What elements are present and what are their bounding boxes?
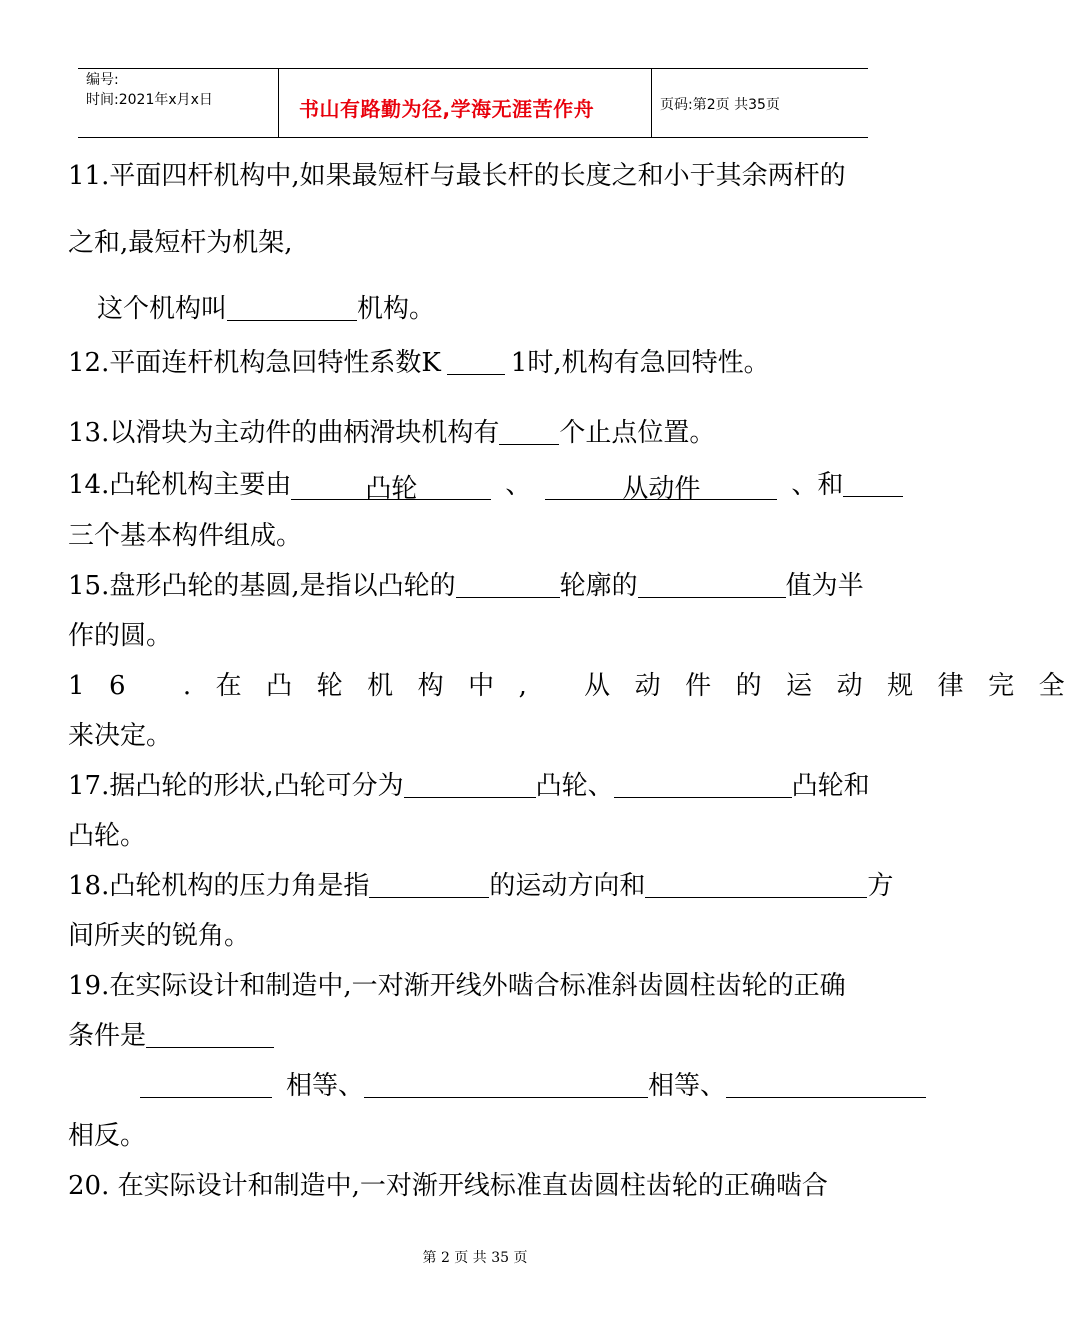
q19-line-2 (68, 1020, 274, 1052)
q19-blank-3 (364, 1071, 648, 1098)
header-page-cell (652, 69, 868, 137)
q19-line-1: 19.在实际设计和制造中,一对渐开线外啮合标准斜齿圆柱齿轮的正确 (68, 971, 846, 1001)
q19-text-3: 相等、 (648, 1071, 727, 1101)
q18-text-3: 方 (867, 871, 894, 901)
q14-answer-2: 从动件 (545, 473, 777, 500)
q17-text-1: 17.据凸轮的形状,凸轮可分为 (68, 771, 404, 801)
header-motto-cell (279, 69, 652, 137)
q14-text-3: 、和 (791, 470, 844, 500)
q14-answer-1: 凸轮 (291, 473, 491, 500)
q17-text-3: 凸轮和 (791, 771, 870, 801)
q15-blank-2 (638, 571, 786, 598)
q14-line-2: 三个基本构件组成。 (68, 521, 303, 551)
q15-line-1 (68, 570, 864, 602)
q19-blank-1 (146, 1021, 274, 1048)
q13-blank (499, 418, 559, 445)
q11-blank (227, 294, 357, 321)
q14-blank-3 (843, 470, 903, 497)
q14-line-1 (68, 469, 903, 504)
q12-text-1: 12.平面连杆机构急回特性系数K (68, 348, 441, 378)
q13-text-2: 个止点位置。 (559, 418, 716, 448)
q18-line-1 (68, 870, 893, 902)
q19-line-4: 相反。 (68, 1121, 147, 1151)
q18-blank-2 (645, 871, 867, 898)
q15-text-2: 轮廓的 (559, 571, 638, 601)
q19-blank-4 (726, 1071, 926, 1098)
q17-text-2: 凸轮、 (535, 771, 614, 801)
q17-blank-2 (614, 771, 792, 798)
q19-blank-2 (140, 1071, 272, 1098)
code-label: 编号: (86, 72, 119, 88)
q11-text-2: 机构。 (357, 294, 436, 324)
q11-line-2: 之和,最短杆为机架, (68, 228, 293, 258)
q17-blank-1 (404, 771, 536, 798)
q13-text-1: 13.以滑块为主动件的曲柄滑块机构有 (68, 418, 500, 448)
q15-text-1: 15.盘形凸轮的基圆,是指以凸轮的 (68, 571, 456, 601)
q15-line-2: 作的圆。 (68, 621, 173, 651)
q15-blank-1 (456, 571, 560, 598)
q11-line-3 (97, 293, 435, 325)
page-footer: 第 2 页 共 35 页 (422, 1250, 528, 1266)
q16-line-1: 16 .在凸轮机构中, 从动件的运动规律完全 (68, 671, 1089, 701)
q19-text-1: 条件是 (68, 1021, 147, 1051)
q18-text-1: 18.凸轮机构的压力角是指 (68, 871, 370, 901)
q19-line-3 (140, 1070, 926, 1102)
q12-line (68, 347, 770, 379)
q13-line (68, 417, 715, 449)
q12-blank (447, 348, 505, 375)
motto: 书山有路勤为径,学海无涯苦作舟 (299, 97, 595, 121)
q18-text-2: 的运动方向和 (489, 871, 646, 901)
q11-line-1: 11.平面四杆机构中,如果最短杆与最长杆的长度之和小于其余两杆的 (68, 161, 846, 191)
q20-line-1: 20. 在实际设计和制造中,一对渐开线标准直齿圆柱齿轮的正确啮合 (68, 1171, 828, 1201)
q18-blank-1 (369, 871, 489, 898)
q15-text-3: 值为半 (785, 571, 864, 601)
document-header (78, 68, 868, 138)
q17-line-2: 凸轮。 (68, 821, 147, 851)
q18-line-2: 间所夹的锐角。 (68, 921, 251, 951)
q17-line-1 (68, 770, 870, 802)
page-code: 页码:第2页 共35页 (660, 97, 780, 113)
q16-line-2: 来决定。 (68, 721, 173, 751)
q19-text-2: 相等、 (286, 1071, 365, 1101)
header-meta-cell (78, 69, 279, 137)
q14-text-2: 、 (505, 470, 532, 500)
q12-text-2: 1时,机构有急回特性。 (510, 348, 770, 378)
q11-text-1: 这个机构叫 (97, 294, 228, 324)
q14-text-1: 14.凸轮机构主要由 (68, 470, 292, 500)
time-label: 时间:2021年x月x日 (86, 92, 213, 108)
